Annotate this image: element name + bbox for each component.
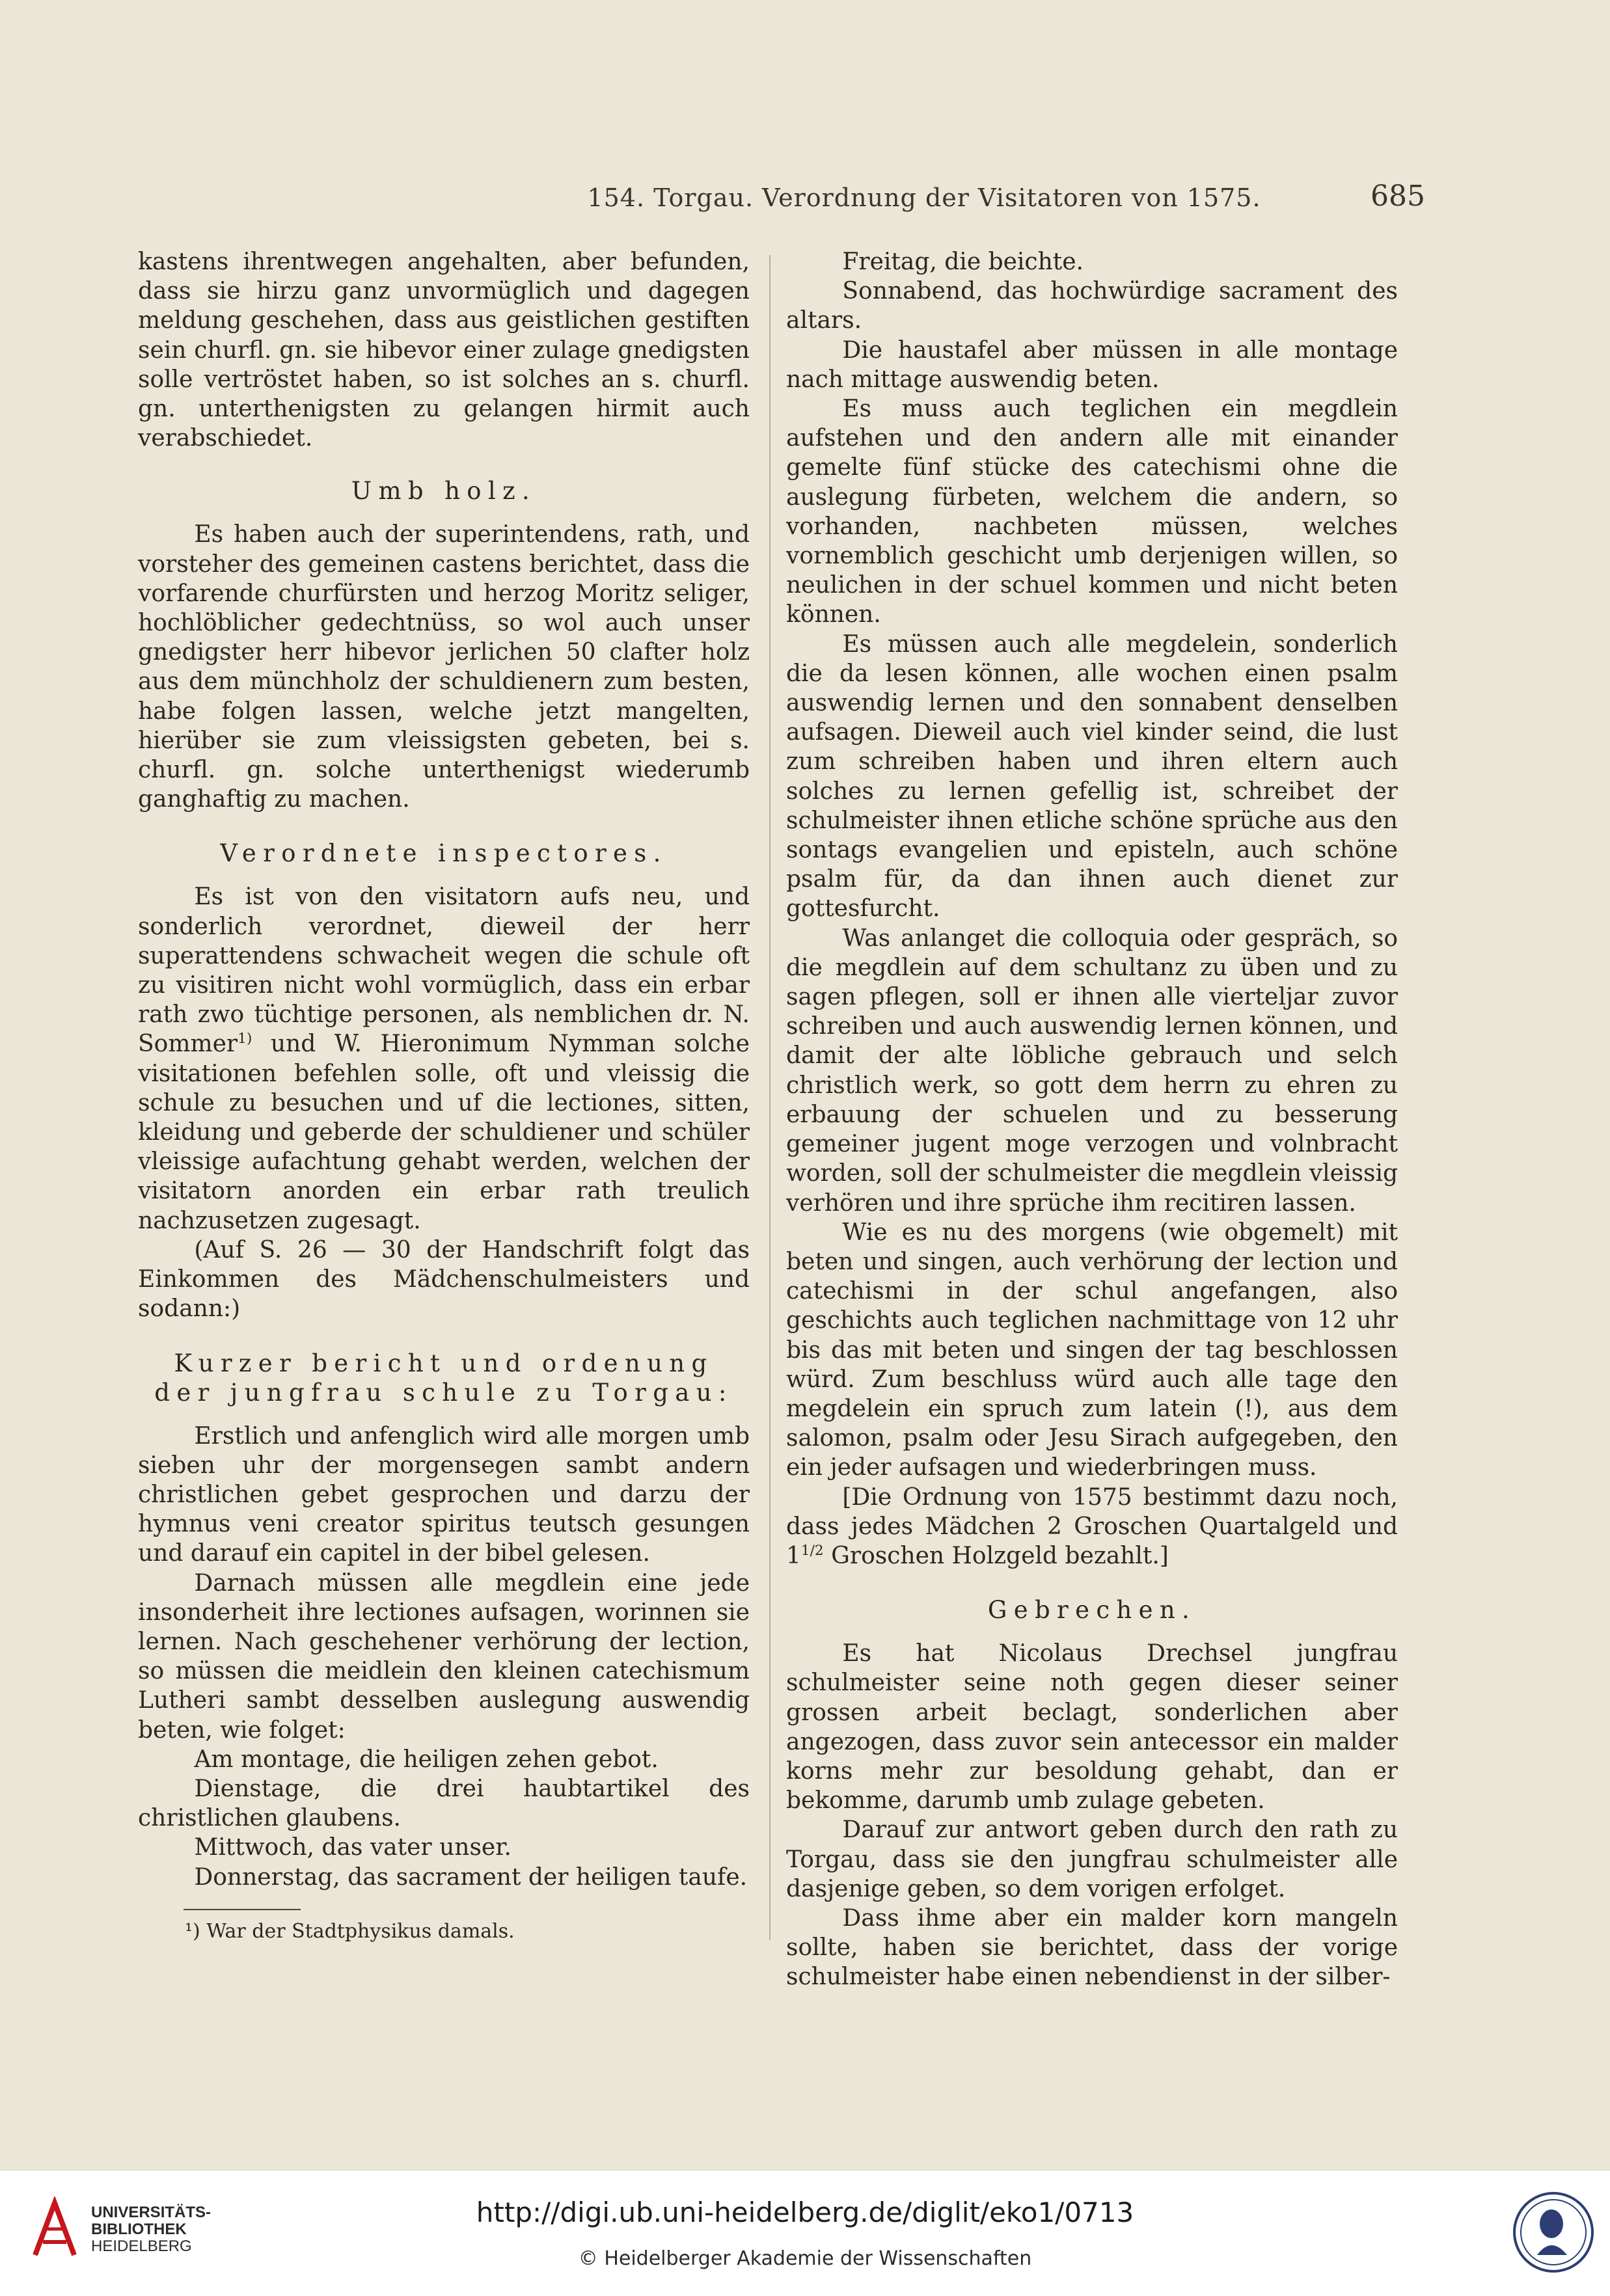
list-item: Am montage, die heiligen zehen gebot.	[194, 1746, 659, 1773]
library-name-line: UNIVERSITÄTS-	[91, 2204, 211, 2221]
editorial-note: (Auf S. 26 — 30 der Handschrift folgt das Einkommen des Mädchenschulmeisters und sodann:)	[138, 1236, 750, 1323]
section-heading: Gebrechen.	[987, 1596, 1197, 1625]
paragraph-text: und W. Hieronimum Nymman solche visitationen befehlen solle, oft und vleissig die schule zu besuchen und uf die lectiones, sitten, kleidung und geberde der schuldiener und schüler vleissige aufachtung gehabt werden, welchen der visitatorn anorden ein erbar rath treulich nachzusetzen zugesagt.	[138, 1031, 750, 1234]
paragraph: Es müssen auch alle megdelein, sonderlich die da lesen können, alle wochen einen psalm auswendig lernen und den sonnabent denselben aufsagen. Dieweil auch viel kinder seind, die lust zum schreiben haben und ihren eltern auch solches zu lernen gefellig ist, schreibet der schulmeister ihnen etliche schöne sprüche aus den sontags evangelien und episteln, auch schöne psalm für, da dan ihnen auch dienet zur gottesfurcht.	[786, 630, 1398, 923]
footnote: ¹) War der Stadtphysikus damals.	[185, 1919, 515, 1943]
running-head: 154. Torgau. Verordnung der Visitatoren von 1575.	[587, 183, 1261, 212]
page-number: 685	[1371, 180, 1425, 213]
paragraph: Es hat Nicolaus Drechsel jungfrau schulmeister seine noth gegen dieser seiner grossen arbeit beclagt, sonderlichen aber angezogen, dass zuvor sein antecessor ein malder korns mehr zur besoldung gehabt, dan er bekomme, darumb umb zulage gebeten.	[786, 1640, 1398, 1815]
paragraph: Darauf zur antwort geben durch den rath zu Torgau, dass sie den jungfrau schulmeister alle dasjenige geben, so dem vorigen erfolget.	[786, 1817, 1398, 1902]
column-divider	[769, 255, 771, 1940]
list-item: Dienstage, die drei haubtartikel des christlichen glaubens.	[138, 1775, 750, 1832]
library-name-line: HEIDELBERG	[91, 2237, 192, 2255]
viewer-footer	[0, 2170, 1610, 2296]
library-name-line: BIBLIOTHEK	[91, 2221, 187, 2238]
list-item: Sonnabend, das hochwürdige sacrament des altars.	[786, 278, 1398, 334]
footnote-marker: 1)	[238, 1031, 252, 1047]
list-item: Mittwoch, das vater unser.	[194, 1834, 512, 1861]
list-item: Freitag, die beichte.	[842, 249, 1084, 275]
paragraph: Darnach müssen alle megdlein eine jede insonderheit ihre lectiones aufsagen, worinnen sie lernen. Nach geschehener verhörung der lection, so müssen die meidlein den kleinen catechismum Lutheri sambt desselben auslegung auswendig beten, wie folget:	[138, 1569, 750, 1744]
paragraph	[138, 882, 750, 1235]
permalink-url[interactable]: http://digi.ub.uni-heidelberg.de/diglit/eko1/0713	[476, 2196, 1134, 2228]
editorial-note	[786, 1483, 1398, 1571]
paragraph: Es muss auch teglichen ein megdlein aufstehen und den andern alle mit einander gemelte fünf stücke des catechismi ohne die auslegung fürbeten, welchem die andern, so vorhanden, nachbeten müssen, welches vornemblich geschicht umb derjenigen willen, so neulichen in der schuel kommen und nicht beten können.	[786, 396, 1398, 628]
paragraph: Was anlanget die colloquia oder gespräch, so die megdlein auf dem schultanz zu üben und zu sagen pflegen, soll er ihnen alle vierteljar zuvor schreiben und auch auswendig lernen können, und damit der alte löbliche gebrauch und selch christlich werk, so gott dem herrn zu ehren zu erbauung der schuelen und zu besserung gemeiner jugent moge verzogen und volnbracht worden, soll der schulmeister die megdlein vleissig verhören und ihre sprüche ihm recitiren lassen.	[786, 925, 1398, 1217]
right-column	[786, 247, 1398, 1992]
paragraph-text: [Die Ordnung von 1575 bestimmt dazu noch, dass jedes Mädchen 2 Groschen Quartalgeld und 1	[786, 1483, 1398, 1569]
left-column	[138, 247, 750, 1944]
paragraph-text: Es ist von den visitatorn aufs neu, und sonderlich verordnet, dieweil der herr superattendens schwacheit wegen die schule oft zu visitiren nicht wohl vormüglich, dass ein erbar rath zwo tüchtige personen, als nemblichen dr. N. Sommer	[138, 884, 750, 1058]
paragraph-text: Groschen Holzgeld bezahlt.]	[823, 1542, 1169, 1569]
paragraph: Es haben auch der superintendens, rath, und vorsteher des gemeinen castens berichtet, dass die vorfarende churfürsten und herzog Moritz seliger, hochlöblicher gedechtnüss, so wol auch unser gnedigster herr hibevor jerlichen 50 clafter holz aus dem münchholz der schuldienern zum besten, habe folgen lassen, welche jetzt mangelten, hierüber sie zum vleissigsten gebeten, bei s. churfl. gn. solche unterthenigst wiederumb ganghaftig zu machen.	[138, 521, 750, 813]
paragraph: Die haustafel aber müssen in alle montage nach mittage auswendig beten.	[786, 336, 1398, 393]
section-heading: Umb holz.	[351, 477, 537, 506]
academy-seal-icon	[1511, 2190, 1596, 2275]
paragraph: Erstlich und anfenglich wird alle morgen umb sieben uhr der morgensegen sambt andern christlichen gebet gesprochen und darzu der hymnus veni creator spiritus teutsch gesungen und darauf ein capitel in der bibel gelesen.	[138, 1422, 750, 1567]
paragraph: Dass ihme aber ein malder korn mangeln sollte, haben sie berichtet, dass der vorige schulmeister habe einen nebendienst in der silber-	[786, 1904, 1398, 1991]
fraction: 1/2	[800, 1542, 824, 1559]
section-heading: Verordnete inspectores.	[220, 839, 668, 868]
paragraph: Wie es nu des morgens (wie obgemelt) mit beten und singen, auch verhörung der lection und catechismi in der schul angefangen, also geschichts auch teglichen nachmittage von 12 uhr bis das mit beten und singen der tag beschlossen würd. Zum beschluss würd auch alle tage den megdelein ein spruch zum latein (!), aus dem salomon, psalm oder Jesu Sirach aufgegeben, den ein jeder aufsagen und wiederbringen muss.	[786, 1219, 1398, 1481]
list-item: Donnerstag, das sacrament der heiligen taufe.	[194, 1863, 748, 1891]
paragraph: kastens ihrentwegen angehalten, aber befunden, dass sie hirzu ganz unvormüglich und dagegen meldung geschehen, dass aus geistlichen gestiften sein churfl. gn. sie hibevor einer zulage gnedigsten solle vertröstet haben, so ist solches an s. churfl. gn. unterthenigsten zu gelangen hirmit auch verabschiedet.	[138, 249, 750, 452]
section-heading: Kurzer bericht und ordenung der jungfrau schule zu Torgau:	[154, 1349, 733, 1407]
footnote-divider	[184, 1909, 301, 1910]
copyright-notice: © Heidelberger Akademie der Wissenschaften	[578, 2247, 1032, 2270]
